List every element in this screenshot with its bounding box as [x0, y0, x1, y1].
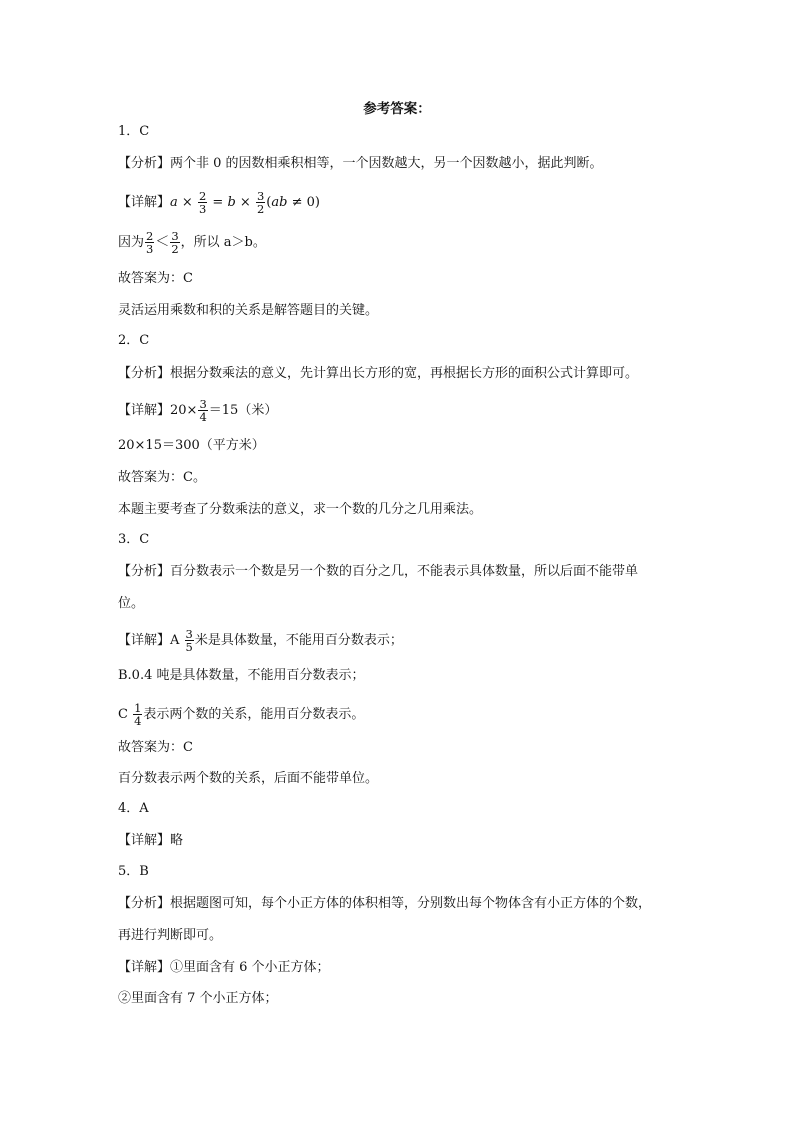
fraction-denominator: 2	[171, 242, 179, 256]
q3-a-text: 米是具体数量，不能用百分数表示；	[194, 633, 403, 648]
q3-c-text: 表示两个数的关系，能用百分数表示。	[143, 707, 365, 722]
q5-number: 5．B	[118, 864, 149, 879]
q3-detail-c	[118, 702, 364, 727]
q1-answer: 故答案为：C	[118, 271, 193, 286]
q1-eq-fraction-2	[256, 190, 265, 215]
q1-eq-b: b	[227, 195, 236, 210]
fraction-denominator: 3	[146, 242, 154, 256]
q3-detail-b: B.0.4 吨是具体数量，不能用百分数表示；	[118, 668, 365, 683]
fraction-denominator: 3	[198, 202, 207, 216]
page-title: 参考答案：	[363, 101, 431, 117]
fraction-numerator: 3	[185, 627, 193, 641]
q2-detail-calc1	[118, 398, 277, 423]
fraction-denominator: 4	[134, 714, 142, 728]
q5-detail-2: ②里面含有 7 个小正方体；	[118, 991, 278, 1006]
q1-eq-equals: =	[208, 195, 228, 210]
q3-analysis-line1: 【分析】百分数表示一个数是另一个数的百分之几，不能表示具体数量，所以后面不能带单	[118, 564, 639, 579]
q3-c-fraction	[133, 702, 142, 727]
q3-c-prefix: C	[118, 707, 133, 722]
q1-eq-fraction-1	[198, 190, 207, 215]
q1-because: 因为	[118, 235, 145, 250]
fraction-denominator: 5	[185, 640, 193, 654]
q2-answer: 故答案为：C。	[118, 470, 206, 485]
q3-answer: 故答案为：C	[118, 740, 193, 755]
q5-analysis-line2: 再进行判断即可。	[118, 928, 223, 943]
q2-analysis: 【分析】根据分数乘法的意义，先计算出长方形的宽，再根据长方形的面积公式计算即可。	[118, 366, 639, 381]
q1-number: 1．C	[118, 124, 150, 139]
q1-cond-ab: ab	[271, 195, 288, 210]
q3-number: 3．C	[118, 532, 150, 547]
q1-cmp-fraction-2	[170, 230, 179, 255]
fraction-numerator: 2	[146, 229, 154, 243]
fraction-denominator: 2	[256, 202, 265, 216]
q2-detail-calc2: 20×15＝300（平方米）	[118, 438, 265, 453]
fraction-numerator: 1	[134, 701, 142, 715]
q2-number: 2．C	[118, 333, 150, 348]
q2-calc1-post: ＝15（米）	[208, 403, 278, 418]
q3-a-fraction	[185, 628, 194, 653]
q5-detail-1: 【详解】①里面含有 6 个小正方体；	[118, 960, 330, 975]
q4-number: 4．A	[118, 801, 149, 816]
q1-eq-a: a	[170, 195, 178, 210]
fraction-denominator: 4	[199, 410, 207, 424]
q1-conclusion: ，所以 a＞b。	[180, 235, 266, 250]
q5-analysis-line1: 【分析】根据题图可知，每个小正方体的体积相等，分别数出每个物体含有小正方体的个数，	[118, 896, 652, 911]
q2-fraction	[198, 398, 207, 423]
q3-note: 百分数表示两个数的关系，后面不能带单位。	[118, 771, 379, 786]
q1-less-than: ＜	[155, 234, 170, 250]
q1-detail-label: 【详解】	[118, 195, 171, 210]
q2-note: 本题主要考查了分数乘法的意义，求一个数的几分之几用乘法。	[118, 502, 483, 517]
q1-cmp-fraction-1	[145, 230, 154, 255]
q1-eq-times1: ×	[177, 195, 197, 210]
q1-cond-open: (	[266, 195, 272, 210]
q3-analysis-line2: 位。	[118, 596, 145, 611]
fraction-numerator: 2	[198, 189, 207, 203]
q1-comparison	[118, 230, 266, 255]
q1-detail-equation	[118, 190, 320, 215]
fraction-numerator: 3	[199, 397, 207, 411]
q1-eq-times2: ×	[235, 195, 255, 210]
fraction-numerator: 3	[256, 189, 265, 203]
q2-calc1-pre: 20×	[170, 403, 198, 418]
q1-note: 灵活运用乘数和积的关系是解答题目的关键。	[118, 303, 379, 318]
q1-analysis: 【分析】两个非 0 的因数相乘积相等，一个因数越大，另一个因数越小，据此判断。	[118, 156, 603, 171]
q3-detail-a	[118, 628, 403, 653]
q2-detail-label: 【详解】	[118, 403, 171, 418]
q4-detail: 【详解】略	[118, 833, 184, 848]
q1-cond-rest: ≠ 0)	[287, 195, 320, 210]
fraction-numerator: 3	[171, 229, 179, 243]
q3-detail-label: 【详解】A	[118, 633, 184, 648]
